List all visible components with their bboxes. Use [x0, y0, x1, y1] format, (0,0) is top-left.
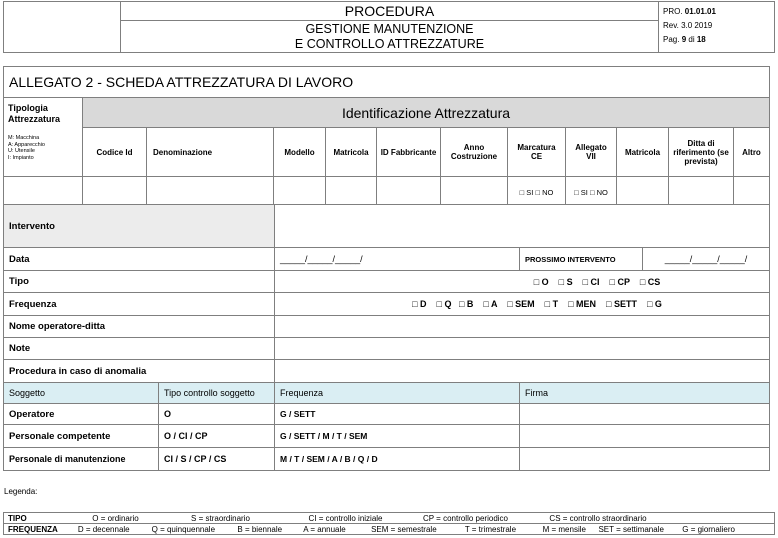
table-row-frequenza: M / T / SEM / A / B / Q / D: [274, 447, 520, 471]
col-id-fabbricante: ID Fabbricante: [376, 127, 441, 177]
ident-band: Identificazione Attrezzatura: [82, 97, 770, 128]
legend-tipo-label: TIPO: [8, 513, 27, 523]
data-value[interactable]: _____/_____/_____/: [274, 247, 520, 271]
nome-operatore-label: Nome operatore-ditta: [3, 315, 275, 338]
legend-item: S = straordinario: [191, 513, 250, 523]
col-codice-id: Codice Id: [82, 127, 147, 177]
table-row-tipo: O / CI / CP: [158, 424, 275, 448]
intervento-label: Intervento: [3, 204, 275, 248]
table-row-firma[interactable]: [519, 447, 770, 471]
tipo-label: Tipo: [3, 270, 275, 293]
page-number: Pag. 9 di 18: [663, 35, 706, 44]
cell-id-fabbricante[interactable]: [376, 176, 441, 205]
legend-item: CP = controllo periodico: [422, 513, 508, 523]
prossimo-intervento-value[interactable]: _____/_____/_____/: [642, 247, 770, 271]
cell-allegato-vii[interactable]: □ SI □ NO: [565, 176, 617, 205]
cell-ditta[interactable]: [668, 176, 734, 205]
cell-matricola[interactable]: [325, 176, 377, 205]
procedura-anomalia-label: Procedura in caso di anomalia: [3, 359, 275, 383]
data-label: Data: [3, 247, 275, 271]
tipo-options[interactable]: □ O □ S □ CI □ CP □ CS: [274, 270, 770, 293]
sub-header-firma: Firma: [519, 382, 770, 404]
legend-item: M = mensile: [542, 524, 586, 534]
legend-title: Legenda:: [4, 487, 38, 496]
cell-tipologia[interactable]: [3, 176, 83, 205]
col-denominazione: Denominazione: [146, 127, 274, 177]
sub-header-tipo: Tipo controllo soggetto: [158, 382, 275, 404]
frequenza-label: Frequenza: [3, 292, 275, 316]
tipologia-legend: M: Macchina A: Apparecchio U: Utensile I: Impianto: [8, 135, 45, 161]
sub-header-soggetto: Soggetto: [3, 382, 159, 404]
legend-item: CI = controllo iniziale: [308, 513, 383, 523]
col-ditta: Ditta di riferimento (se prevista): [668, 127, 734, 177]
col-anno: Anno Costruzione: [440, 127, 508, 177]
col-modello: Modello: [273, 127, 326, 177]
table-row-soggetto: Personale di manutenzione: [3, 447, 159, 471]
frequenza-options[interactable]: □ D □ Q □ B □ A □ SEM □ T □ MEN □ SETT □ G: [274, 292, 770, 316]
procedura-anomalia-value[interactable]: [274, 359, 770, 383]
note-value[interactable]: [274, 337, 770, 360]
revision: Rev. 3.0 2019: [663, 21, 713, 30]
intervento-value[interactable]: [274, 204, 770, 248]
legend-item: G = giornaliero: [682, 524, 735, 534]
section-title: ALLEGATO 2 - SCHEDA ATTREZZATURA DI LAVORO: [3, 66, 770, 98]
logo-box: [3, 1, 121, 53]
cell-denominazione[interactable]: [146, 176, 274, 205]
legend-item: CS = controllo straordinario: [549, 513, 647, 523]
table-row-firma[interactable]: [519, 424, 770, 448]
col-altro: Altro: [733, 127, 770, 177]
cell-marcatura-ce[interactable]: □ SI □ NO: [507, 176, 566, 205]
prossimo-intervento-label: PROSSIMO INTERVENTO: [519, 247, 643, 271]
subtitle-line-1: GESTIONE MANUTENZIONE: [305, 21, 474, 36]
col-matricola: Matricola: [325, 127, 377, 177]
legend-freq-label: FREQUENZA: [8, 524, 58, 534]
procedure-title: PROCEDURA: [120, 1, 659, 21]
legend-item: O = ordinario: [92, 513, 139, 523]
legend-item: A = annuale: [303, 524, 346, 534]
legend-item: SET = settimanale: [598, 524, 664, 534]
legend-item: SEM = semestrale: [371, 524, 437, 534]
doc-meta: [658, 1, 775, 53]
cell-altro[interactable]: [733, 176, 770, 205]
cell-codice-id[interactable]: [82, 176, 147, 205]
sub-header-frequenza: Frequenza: [274, 382, 520, 404]
legend-item: B = biennale: [237, 524, 283, 534]
subtitle-line-2: E CONTROLLO ATTREZZATURE: [294, 36, 485, 51]
table-row-tipo: O: [158, 403, 275, 425]
col-matricola-2: Matricola: [616, 127, 669, 177]
table-row-soggetto: Operatore: [3, 403, 159, 425]
legend-item: Q = quinquennale: [151, 524, 216, 534]
col-marcatura-ce: Marcatura CE: [507, 127, 566, 177]
pro-code: PRO. 01.01.01: [663, 7, 716, 16]
table-row-firma[interactable]: [519, 403, 770, 425]
procedure-subtitle: [120, 20, 659, 53]
cell-matricola-2[interactable]: [616, 176, 669, 205]
note-label: Note: [3, 337, 275, 360]
tipologia-label: Tipologia Attrezzatura: [8, 103, 61, 124]
table-row-frequenza: G / SETT / M / T / SEM: [274, 424, 520, 448]
legend-item: D = decennale: [77, 524, 130, 534]
nome-operatore-value[interactable]: [274, 315, 770, 338]
table-row-tipo: CI / S / CP / CS: [158, 447, 275, 471]
cell-anno[interactable]: [440, 176, 508, 205]
tipologia-header: [3, 97, 83, 177]
cell-modello[interactable]: [273, 176, 326, 205]
legend-item: T = trimestrale: [464, 524, 517, 534]
table-row-frequenza: G / SETT: [274, 403, 520, 425]
table-row-soggetto: Personale competente: [3, 424, 159, 448]
legend-freq-row: [3, 523, 775, 535]
col-allegato-vii: Allegato VII: [565, 127, 617, 177]
